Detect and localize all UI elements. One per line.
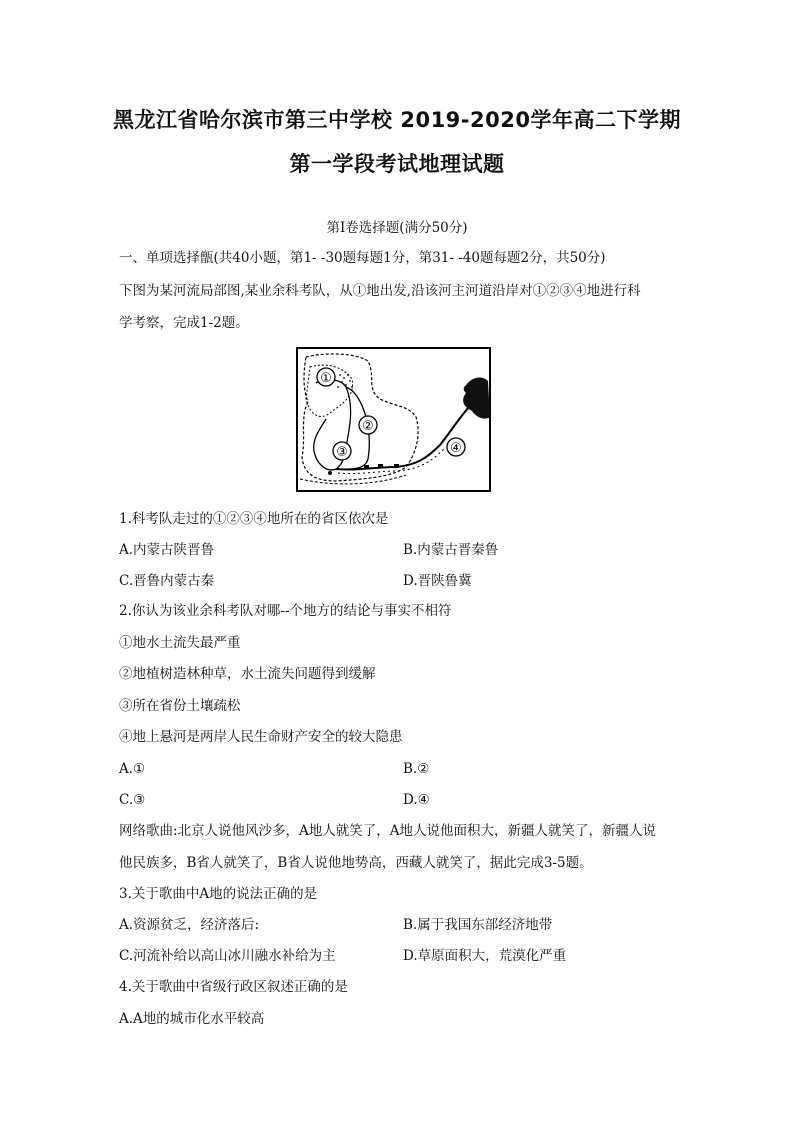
question-1-option-b[interactable]: B.内蒙古晋秦鲁 [403,542,499,558]
question-2-stem: 2.你认为该业余科考队对哪--个地方的结论与事实不相符 [119,603,452,619]
question-2-option-a[interactable]: A.① [119,761,146,777]
city-marker [328,471,332,475]
question-4-option-a[interactable]: A.A地的城市化水平较高 [119,1011,265,1027]
question-1-option-d[interactable]: D.晋陕鲁冀 [403,573,472,589]
question-2-statement-4: ④地上悬河是两岸人民生命财产安全的较大隐患 [119,729,403,745]
question-3-option-d[interactable]: D.草原面积大，荒漠化严重 [403,948,567,964]
city-marker [364,465,369,469]
question-2-option-b[interactable]: B.② [403,761,430,777]
question-2-statement-3: ③所在省份土壤疏松 [119,698,241,714]
question-2-statement-1: ①地水土流失最严重 [119,635,241,651]
exam-title-line1: 黑龙江省哈尔滨市第三中学校 2019-2020学年高二下学期 [113,108,681,132]
map-label-4 [447,438,465,456]
question-2-option-c[interactable]: C.③ [119,792,146,808]
question-2-option-d[interactable]: D.④ [403,792,430,808]
song-intro-line2: 他民族多，B省人就笑了，B省人说他地势高，西藏人就笑了，据此完成3-5题。 [119,855,593,871]
question-3-option-b[interactable]: B.属于我国东部经济地带 [403,917,553,933]
question-3-stem: 3.关于歌曲中A地的说法正确的是 [119,886,318,902]
song-intro-line1: 网络歌曲:北京人说他风沙多，A地人就笑了，A地人说他面积大，新疆人就笑了，新疆人说 [119,823,657,839]
city-marker [378,464,383,468]
part-one-instructions: 一、单项选择甑(共40小题，第1- -30题每题1分，第31- -40题每题2分，共50分) [119,250,606,266]
map-label-1 [317,368,335,386]
svg-text:②: ② [362,419,374,434]
section-heading: 第Ⅰ卷选择题(满分50分) [326,220,468,236]
city-marker [394,464,399,468]
exam-title-line2: 第一学段考试地理试题 [289,152,505,176]
question-3-option-c[interactable]: C.河流补给以高山冰川融水补给为主 [119,948,336,964]
svg-text:③: ③ [336,445,348,460]
question-4-stem: 4.关于歌曲中省级行政区叙述正确的是 [119,979,348,995]
river-map-figure [296,347,491,492]
map-label-3 [333,442,351,460]
question-1-stem: 1.科考队走过的①②③④地所在的省区依次是 [119,511,389,527]
intro-text-line1: 下图为某河流局部图,某业余科考队，从①地出发,沿该河主河道沿岸对①②③④地进行科 [119,283,641,299]
question-1-option-c[interactable]: C.晋鲁内蒙古秦 [119,573,215,589]
svg-text:①: ① [320,371,332,386]
question-1-option-a[interactable]: A.内蒙古陕晋鲁 [119,542,215,558]
intro-text-line2: 学考察，完成1-2题。 [119,315,249,331]
question-2-statement-2: ②地植树造林种草，水土流失问题得到缓解 [119,666,376,682]
svg-text:④: ④ [450,441,462,456]
map-label-2 [359,416,377,434]
question-3-option-a[interactable]: A.资源贫乏，经济落后: [119,917,260,933]
